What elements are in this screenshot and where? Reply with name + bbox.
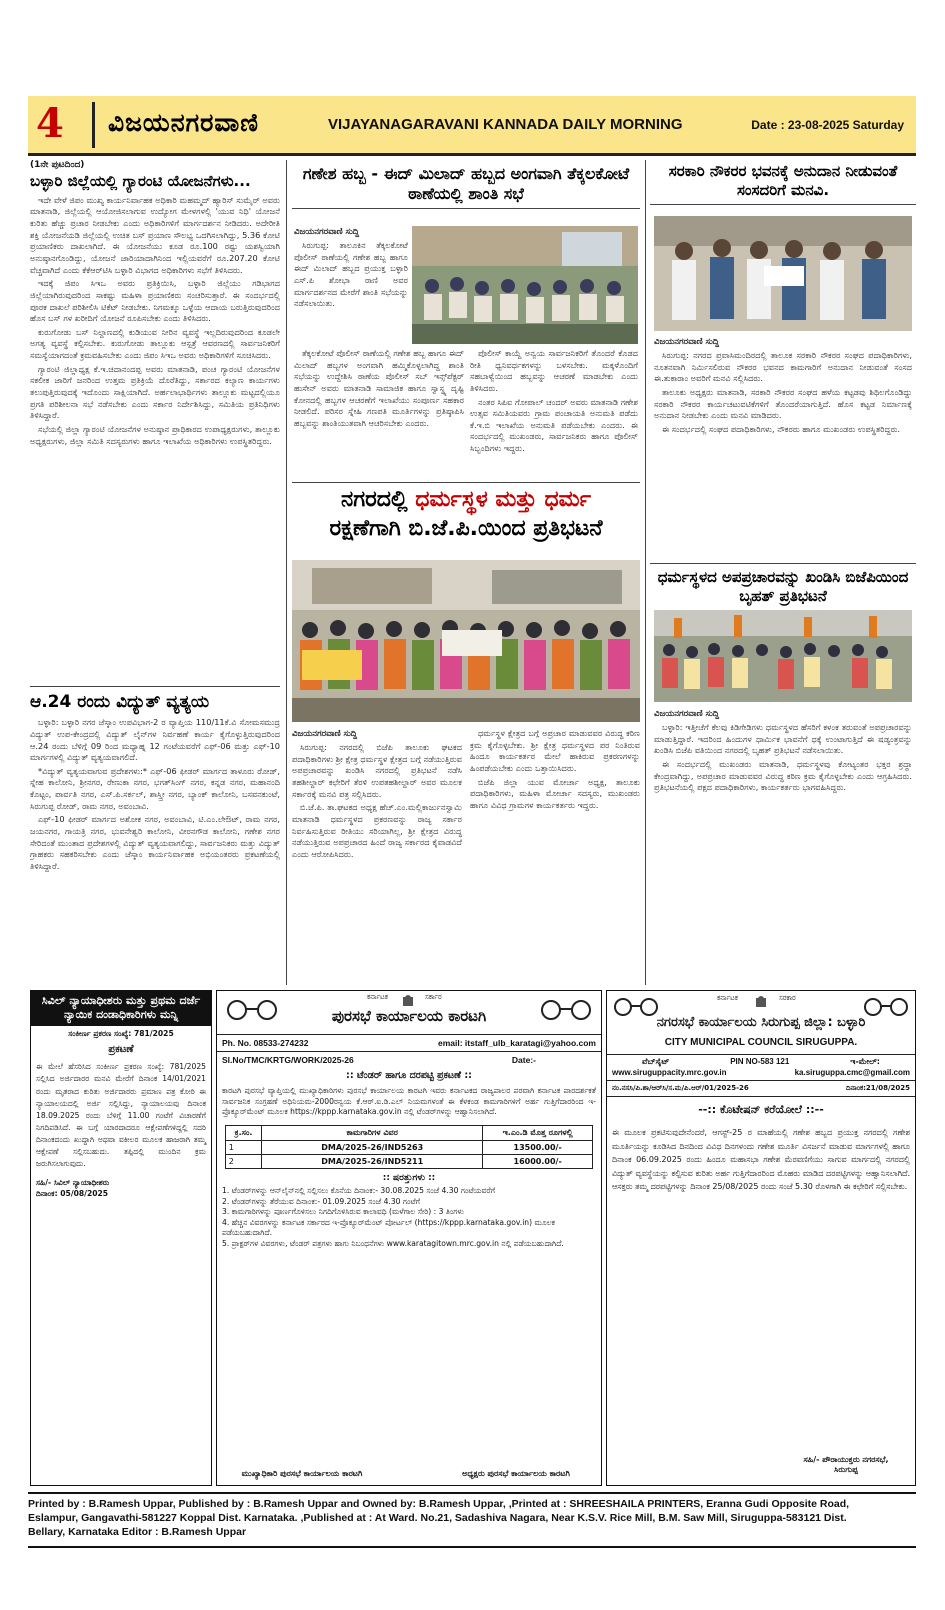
condition-item: 2. ಟೆಂಡರ್‌ಗಳನ್ನು ತೆರೆಯುವ ದಿನಾಂಕ:- 01.09.2025 ಸಂಜೆ 4.30 ಗಂಟೆಗೆ [222, 1196, 421, 1206]
paper-title-english: VIJAYANAGARAVANI KANNADA DAILY MORNING [328, 116, 683, 133]
ad-header [217, 991, 601, 1035]
guarantee-article [30, 160, 280, 680]
email-address: ka.siruguppa.cmc@gmail.com [794, 1068, 910, 1077]
phone-number: Ph. No. 08533-274232 [222, 1038, 309, 1048]
glasses-logo-icon [611, 997, 661, 1017]
divider [650, 563, 916, 564]
divider [292, 482, 640, 483]
notice-heading: ಪ್ರಕಟಣೆ [108, 1044, 134, 1056]
protest-photo [654, 610, 912, 702]
column-divider [286, 160, 287, 985]
notice-date: ದಿನಾಂಕ:21/08/2025 [845, 1084, 910, 1092]
article-paragraph: ಸಿರುಗುಪ್ಪ: ನಗರದ ಪ್ರವಾಸಿಮಂದಿರದಲ್ಲಿ ತಾಲೂಕ ಸರಕಾರಿ ನೌಕರರ ಸಂಘದ ಪದಾಧಿಕಾರಿಗಳು, ನೂತನವಾಗಿ ನಿರ್ಮಿಸಲಿರುವ ನೌಕರರ ಭವನದ ಕಾಮಗಾರಿಗೆ ಅನುದಾನ ನೀಡುವಂತೆ ಸಂಸದ ಈ.ತುಕಾರಾಂ ಅವರಿಗೆ ಮನವಿ ಸಲ್ಲಿಸಿದರು. [654, 350, 912, 384]
article-paragraph: ಇದೇ ವೇಳೆ ಜಿಪಂ ಮುಖ್ಯ ಕಾರ್ಯನಿರ್ವಾಹಕ ಅಧಿಕಾರಿ ಮಹಮ್ಮದ್ ಹ್ಯಾರಿಸ್ ಸುಮೈರ್ ಅವರು ಮಾತನಾಡಿ, ಜಿಲ್ಲೆಯಲ್ಲಿ ಆಯೋಜಿಸಲಾಗುವ ಉದ್ಯೋಗ ಮೇಳಗಳಲ್ಲಿ 'ಯುವ ನಿಧಿ' ಯೋಜನೆ ಕುರಿತು ಹೆಚ್ಚು ಪ್ರಚಾರ ನೀಡಬೇಕು ಎಂದು ಅಧಿಕಾರಿಗಳಿಗೆ ಮಾರ್ಗದರ್ಶನ ನೀಡಿದರು. ಅದೇರೀತಿ ಶಕ್ತಿ ಯೋಜನೆಯಡಿ ಜಿಲ್ಲೆಯಲ್ಲಿ ಉಚಿತ ಬಸ್ ಪ್ರಯಾಣ ಸೌಲಭ್ಯ ಒದಗಿಸಲಾಗಿದ್ದು, 5.36 ಕೋಟಿ ಪ್ರಯಾಣಿಕರು ದಾಖಲಾಗಿದೆ. ಈ ಯೋಜನೆಯು ಕೂಡ ರೂ.100 ರಷ್ಟು ಯಶಸ್ವಿಯಾಗಿ ಅನುಷ್ಠಾನಗೊಂಡಿದ್ದು, ಯೋಜನೆ ಜಾರಿಯಾದಾಗಿನಿಂದ ಇಲ್ಲಿಯವರೆಗೆ ರೂ.207.20 ಕೋಟಿ ವೆಚ್ಚವಾಗಿದೆ ಎಂದು ಕೆಕೆಆರ್‌ಟಿಸಿ ಬಳ್ಳಾರಿ ವಿಭಾಗದ ಅಧಿಕಾರಿಗಳು ಸಭೆಗೆ ತಿಳಿಸಿದರು. [30, 194, 280, 275]
masthead-divider [92, 102, 95, 148]
article-paragraph: ಇದಕ್ಕೆ ಜಿಪಂ ಸಿಇಒ ಅವರು ಪ್ರತಿಕ್ರಿಯಿಸಿ, ಬಳ್ಳಾರಿ ಜಿಲ್ಲೆಯು ಗಡಿಭಾಗದ ಜಿಲ್ಲೆಯಾಗಿರುವುದರಿಂದ ಸಾಕಷ್ಟು ಮಹಿಳಾ ಪ್ರಯಾಣಿಕರು ಸಂಚರಿಸುತ್ತಾರೆ. ಈ ಸಂದರ್ಭದಲ್ಲಿ ಪೂರಕ ದಾಖಲೆ ಪರಿಶೀಲಿಸಿ ಟಿಕೆಟ್ ನೀಡಬೇಕು. ನಿಗಮಕ್ಕೂ ಒಳ್ಳೆಯ ಆದಾಯ ಬರುತ್ತಿರುವುದರಿಂದ ಹೊಸ ಬಸ್ ಗಳ ಖರೀದಿಗೆ ಯೋಜನೆ ರೂಪಿಸಬೇಕು ಎಂದು ತಿಳಿಸಿದರು. [30, 278, 280, 324]
website-label: ವೆಬ್‌ಸೈಟ್ [642, 1057, 670, 1066]
article-paragraph: ಗ್ಯಾರಂಟಿ ಜಿಲ್ಲಾಧ್ಯಕ್ಷ ಕೆ.ಇ.ಚಿದಾನಂದಪ್ಪ ಅವರು ಮಾತನಾಡಿ, ಪಂಚ ಗ್ಯಾರಂಟಿ ಯೋಜನೆಗಳ ಸಕಲೀಕ ಜಾರಿಗೆ ಜನರಿಂದ ಉತ್ತಮ ಪ್ರತಿಕ್ರಿಯೆ ದೊರೆತಿದ್ದು, ಸರ್ಕಾರದ ಕಲ್ಯಾಣ ಕಾರ್ಯಗಳು ತಲುಪುತ್ತಿರುವುದಕ್ಕೆ ಇದೊಂದು ಸಾಕ್ಷಿಯಾಗಿದೆ. ಅರ್ಹಲಾಭಾರ್ಥಿಗಳು ತಾಲ್ಲೂಕು ಮಟ್ಟದಲ್ಲಿಯೂ ಪ್ರಗತಿ ಪರಿಶೀಲನಾ ಸಭೆ ನಡೆಸಬೇಕು ಎಂದು ಸರ್ಕಾರ ನಿರ್ದೇಶಿಸಿದ್ದು, ಸಮಿತಿಯ ಪ್ರತಿನಿಧಿಗಳು ತಿಳಿಸಿದ್ದಾರೆ. [30, 363, 280, 421]
condition-item: 1. ಟೆಂಡರ್‌ಗಳನ್ನು ಆನ್‌ಲೈನ್‌ನಲ್ಲಿ ಸಲ್ಲಿಸಲು ಕೊನೆಯ ದಿನಾಂಕ:- 30.08.2025 ಸಂಜೆ 4.30 ಗಂಟೆಯವರೆಗೆ [222, 1185, 496, 1195]
website-url: www.siruguppacity.mrc.gov.in [612, 1068, 727, 1077]
headline-part: ನಗರದಲ್ಲಿ [341, 487, 416, 512]
article-kicker: (1ನೇ ಪುಟದಿಂದ) [30, 160, 85, 170]
peace-meeting-article [292, 160, 640, 478]
article-headline [292, 486, 640, 543]
article-body [30, 717, 280, 872]
notice-date: ದಿನಾಂಕ: 05/08/2025 [36, 1189, 109, 1199]
article-paragraph: ಸಿರುಗುಪ್ಪ: ತಾಲೂಕಿನ ತೆಕ್ಕಲಕೋಟೆ ಪೊಲೀಸ್ ಠಾಣೆಯಲ್ಲಿ ಗಣೇಶ ಹಬ್ಬ ಹಾಗೂ ಈದ್ ಮಿಲಾದ್ ಹಬ್ಬದ ಪ್ರಯುಕ್ತ ಬಳ್ಳಾರಿ ಎಸ್.ಪಿ ಶೋಭಾ ರಾಣಿ ಅವರ ಮಾರ್ಗದರ್ಶನದ ಮೇರೆಗೆ ಶಾಂತಿ ಸಭೆಯನ್ನು ನಡೆಸಲಾಯಿತು. [294, 240, 408, 309]
article-paragraph: *ವಿದ್ಯುತ್ ವ್ಯತ್ಯಯವಾಗುವ ಪ್ರದೇಶಗಳು:* ಎಫ್-06 ಫೀಡರ್ ಮಾರ್ಗದ ತಾಳೂರು ರೋಡ್, ಸ್ನೇಹ ಕಾಲೋನಿ, ಶ್ರೀನಗರ, ರೇಣುಕಾ ನಗರ, ಭಗತ್‌ಸಿಂಗ್ ನಗರ, ಕನ್ನಡ ನಗರ, ಮಹಾನಂದಿ ಕೊಟ್ಟಂ, ಪಾರ್ವತಿ ನಗರ, ಎಸ್.ಪಿ.ಸರ್ಕಲ್, ಶಾಸ್ತ್ರೀ ನಗರ, ಬ್ಯಾಂಕ್ ಕಾಲೋನಿ, ಬಸವನಕುಂಟೆ, ಸಿರುಗುಪ್ಪ ರೋಡ್, ರಾಮ ನಗರ, ಅವಂಬಾವಿ. [30, 765, 280, 811]
contact-labels [607, 1055, 915, 1067]
notice-text: ಕಾರಟಗಿ ಪುರಸಭೆ ವ್ಯಾಪ್ತಿಯಲ್ಲಿ ಮುಖ್ಯಾಧಿಕಾರಿಗಳು ಪುರಸಭೆ ಕಾರ್ಯಾಲಯ ಕಾರಟಗಿ ಇವರು ಕರ್ನಾಟಕದ ರಾಜ್ಯಪಾಲರ ಪರವಾಗಿ ಕರ್ನಾಟಕ ಪಾರದರ್ಶಕತೆ ಸಾರ್ವಜನಿಕ ಸಂಗ್ರಹಣೆ ಅಧಿನಿಯಮ-2000ರನ್ವಯ ಕೆ.ಆರ್.ಐ.ಡಿ.ಎಲ್ ನಿಯಮಗಳಂತೆ ಈ ಕೆಳಕಂಡ ಕಾಮಗಾರಿಗಳಿಗೆ ಅರ್ಹ ಗುತ್ತಿಗೆದಾರರಿಂದ ಇ-ಪ್ರೊಕ್ಯೂರ್‌ಮೆಂಟ್ ಮೂಲಕ https://kppp.karnataka.gov.in ನಲ್ಲಿ ಟೆಂಡರ್‌ಗಳನ್ನು ಆಹ್ವಾನಿಸಲಾಗಿದೆ. [222, 1086, 596, 1117]
ad-body [31, 1026, 211, 1203]
siruguppa-quotation-ad [606, 990, 916, 1486]
paper-title-kannada: ವಿಜಯನಗರವಾಣಿ [108, 108, 259, 137]
reference-row [607, 1081, 915, 1097]
glasses-logo-icon [861, 997, 911, 1017]
article-paragraph: ಬಳ್ಳಾರಿ: ಇತ್ತೀಚೆಗೆ ಕೆಲವು ಕಿಡಿಗೇಡಿಗಳು ಧರ್ಮಸ್ಥಳದ ಹೆಸರಿಗೆ ಕಳಂಕ ತರುವಂತೆ ಅಪಪ್ರಚಾರವನ್ನು ಮಾಡುತ್ತಿದ್ದಾರೆ. ಇದರಿಂದ ಹಿಂದುಗಳ ಧಾರ್ಮಿಕ ಭಾವನೆಗೆ ಧಕ್ಕೆ ಉಂಟಾಗುತ್ತಿದೆ ಈ ಷಡ್ಯಂತ್ರವನ್ನು ಖಂಡಿಸಿ ಬಿಜೆಪಿ ವತಿಯಿಂದ ನಗರದಲ್ಲಿ ಬೃಹತ್ ಪ್ರತಿಭಟನೆ ನಡೆಸಲಾಯಿತು. [654, 722, 912, 756]
column-header: ಕಾಮಗಾರಿಗಳ ವಿವರ [262, 1125, 483, 1140]
article-body [294, 348, 464, 478]
conditions-heading: :: ಷರತ್ತುಗಳು :: [382, 1172, 436, 1183]
notice-heading: --:: ಕೊಟೇಷನ್ ಕರೆಯೋಲೆ ::-- [698, 1103, 824, 1116]
article-paragraph: ಬಿ.ಜೆ.ಪಿ. ತಾ.ಘಟಕದ ಅಧ್ಯಕ್ಷ ಹೆಚ್.ಎಂ.ಮಲ್ಲಿಕಾರ್ಜುನಸ್ವಾಮಿ ಮಾತನಾಡಿ ಧರ್ಮಸ್ಥಳದ ಪ್ರಕರಣವನ್ನು ರಾಜ್ಯ ಸರ್ಕಾರ ನಿರ್ವಹಿಸುತ್ತಿರುವ ರೀತಿಯು ಸರಿಯಾಗಿಲ್ಲ, ಶ್ರೀ ಕ್ಷೇತ್ರದ ವಿರುದ್ಧ ನಡೆಯುತ್ತಿರುವ ಅಪಪ್ರಚಾರದ ಹಿಂದೆ ರಾಜ್ಯ ಸರ್ಕಾರದ ಕೈವಾಡವಿದೆ ಎಂದು ಆರೋಪಿಸಿದರು. [292, 802, 462, 859]
karatagi-tender-ad [216, 990, 602, 1486]
page-number: 4 [36, 100, 64, 147]
emblem-icon [753, 993, 769, 1005]
issue-date: Date : 23-08-2025 Saturday [751, 118, 904, 132]
glasses-logo-icon [537, 999, 595, 1021]
peace-meeting-photo [412, 226, 638, 344]
column-header: ಇ.ಎಂ.ಡಿ ಮೊತ್ತ ರೂಗಳಲ್ಲಿ [483, 1125, 593, 1140]
reference-number: Sl.No/TMC/KRTG/WORK/2025-26 [222, 1055, 354, 1065]
imprint-line: Bellary, Karnataka Editor : B.Ramesh Uppar [28, 1526, 247, 1539]
article-paragraph: ಸಿರುಗುಪ್ಪ: ನಗರದಲ್ಲಿ ಬಿಜೆಪಿ ತಾಲೂಕು ಘಟಕದ ಪದಾಧಿಕಾರಿಗಳು ಶ್ರೀ ಕ್ಷೇತ್ರ ಧರ್ಮಸ್ಥಳ ಕ್ಷೇತ್ರದ ಬಗ್ಗೆ ನಡೆಯುತ್ತಿರುವ ಅಪಪ್ರಚಾರವನ್ನು ಖಂಡಿಸಿ ನಗರದಲ್ಲಿ ಪ್ರತಿಭಟನೆ ನಡೆಸಿ ತಹಶೀಲ್ದಾರ್ ಕಛೇರಿಗೆ ತೆರಳಿ ಉಪತಹಶೀಲ್ದಾರ್ ಅವರ ಮೂಲಕ ಸರ್ಕಾರಕ್ಕೆ ಮನವಿ ಪತ್ರ ಸಲ್ಲಿಸಿದರು. [292, 742, 462, 799]
article-byline: ವಿಜಯನಗರವಾಣಿ ಸುದ್ದಿ [294, 227, 360, 237]
article-paragraph: ಈ ಸಂದರ್ಭದಲ್ಲಿ ಸಂಘದ ಪದಾಧಿಕಾರಿಗಳು, ನೌಕರರು ಹಾಗೂ ಮುಖಂಡರು ಉಪಸ್ಥಿತರಿದ್ದರು. [662, 423, 901, 434]
notice-signature: ಸಹಿ/- ಸಿವಿಲ್ ನ್ಯಾಯಾಧೀಶರು [36, 1178, 110, 1188]
state-label: ಸರಕಾರ [779, 994, 796, 1002]
notice-heading: :: ಟೆಂಡರ್ ಹಾಗೂ ದರಪಟ್ಟಿ ಪ್ರಕಟಣೆ :: [346, 1070, 472, 1081]
article-paragraph: ನಂತರ ಸಿಪಿಐ ಗೋಪಾಲ್ ಚಂದರ್ ಅವರು ಮಾತನಾಡಿ ಗಣೇಶ ಉತ್ಸವ ಸಮಿತಿಯವರು ಗ್ರಾಮ ಪಂಚಾಯತಿ ಅನುಮತಿ ಪಡೆದು ಕೆ.ಇ.ಬಿ ಇಲಾಖೆಯ ಅನುಮತಿ ಪಡೆಯಬೇಕು ಎಂದರು. ಈ ಸಂದರ್ಭದಲ್ಲಿ ಮುಖಂಡರು, ಸಾರ್ವಜನಿಕರು ಹಾಗೂ ಪೊಲೀಸ್ ಸಿಬ್ಬಂದಿಗಳು ಇದ್ದರು. [470, 396, 638, 454]
article-paragraph: ಬಳ್ಳಾರಿ: ಬಳ್ಳಾರಿ ನಗರ ಜೆಸ್ಕಾಂ ಉಪವಿಭಾಗ-2 ರ ವ್ಯಾಪ್ತಿಯ 110/11ಕೆ.ವಿ ಸೋಮಸಮುದ್ರ ವಿದ್ಯುತ್ ಉಪ-ಕೇಂದ್ರದಲ್ಲಿ ವಿದ್ಯುತ್ ಲೈನ್‌ಗಳ ನಿರ್ವಹಣೆ ಕಾರ್ಯ ಕೈಗೊಳ್ಳುತ್ತಿರುವುದರಿಂದ ಆ.24 ರಂದು ಬೆಳಿಗ್ಗೆ 09 ರಿಂದ ಮಧ್ಯಾಹ್ನ 12 ಗಂಟೆಯವರೆಗೆ ಎಫ್-06 ಮತ್ತು ಎಫ್-10 ಮಾರ್ಗಗಳಲ್ಲಿ ವಿದ್ಯುತ್ ವ್ಯತ್ಯಯವಾಗಲಿದೆ. [30, 717, 280, 763]
table-header-row [225, 1125, 593, 1140]
contact-row [217, 1035, 601, 1052]
article-body [294, 226, 408, 312]
ad-title: ನಗರಸಭೆ ಕಾರ್ಯಾಲಯ ಸಿರುಗುಪ್ಪ ಜಿಲ್ಲಾ: ಬಳ್ಳಾರಿ [656, 1015, 866, 1030]
article-paragraph: ತಾಲೂಕು ಅಧ್ಯಕ್ಷರು ಮಾತನಾಡಿ, ಸರಕಾರಿ ನೌಕರರ ಸಂಘದ ಹಳೆಯ ಕಟ್ಟಡವು ಶಿಥಿಲಗೊಂಡಿದ್ದು ಸರಕಾರಿ ನೌಕರರ ಕಾರ್ಯಚಟುವಟಿಕೆಗಳಿಗೆ ತೊಂದರೆಯಾಗುತ್ತಿದೆ. ಹೊಸ ಕಟ್ಟಡ ನಿರ್ಮಾಣಕ್ಕೆ ಅನುದಾನ ನೀಡಬೇಕು ಎಂದು ಮನವಿ ಮಾಡಿದರು. [654, 386, 912, 421]
article-byline: ವಿಜಯನಗರವಾಣಿ ಸುದ್ದಿ [292, 729, 358, 739]
bjp-protest-article [650, 566, 916, 984]
footer-rule [28, 1546, 916, 1548]
table-cell: DMA/2025-26/IND5263 [262, 1140, 483, 1154]
bjp-protest-photo [292, 560, 640, 722]
article-headline: ಧರ್ಮಸ್ಥಳದ ಅಪಪ್ರಚಾರವನ್ನು ಖಂಡಿಸಿ ಬಿಜೆಪಿಯಿಂದ ಬೃಹತ್ ಪ್ರತಿಭಟನೆ [657, 568, 909, 605]
article-body [654, 708, 912, 984]
imprint-line: Printed by : B.Ramesh Uppar, Published by : B.Ramesh Uppar and Owned by: B.Ramesh Uppar, ,Printed at : SHREESHAILA PRINTERS, Eranna Gudi Opposite Road, [28, 1498, 850, 1510]
notice-signature: ಸಹಿ/- ಪೌರಾಯುಕ್ತರು ನಗರಸಭೆ, ಸಿರುಗುಪ್ಪ [803, 1455, 889, 1474]
article-body [470, 728, 640, 984]
emblem-icon [400, 992, 416, 1004]
glasses-logo-icon [223, 999, 281, 1021]
table-cell: 13500.00/- [483, 1140, 593, 1154]
power-cut-article [30, 692, 280, 980]
conditions-list [217, 1183, 601, 1253]
reference-row [217, 1052, 601, 1068]
notice-text: ಈ ಮೇಲೆ ಹೆಸರಿಸಿದ ಸಂಕೀರ್ಣ ಪ್ರಕರಣ ಸಂಖ್ಯೆ: 781/2025 ಸಲ್ಲಿಸಿದ ಅರ್ಜಿದಾರರ ಮನವಿ ಮೇರೆಗೆ ದಿನಾಂಕ 14/01/2021 ರಂದು ಮೃತರಾದ ಕುರಿತು ಅರ್ಜಿದಾರರು ಪ್ರಮಾಣ ಪತ್ರ ಕೋರಿ ಈ ನ್ಯಾಯಾಲಯದಲ್ಲಿ ಅರ್ಜಿ ಸಲ್ಲಿಸಿದ್ದು, ನ್ಯಾಯಾಲಯವು ದಿನಾಂಕ 18.09.2025 ರಂದು ಬೆಳಿಗ್ಗೆ 11.00 ಗಂಟೆಗೆ ವಿಚಾರಣೆಗೆ ನಿಗದಿಪಡಿಸಿದೆ. ಈ ಬಗ್ಗೆ ಯಾರದಾದರೂ ಆಕ್ಷೇಪಣೆಗಳಿದ್ದಲ್ಲಿ ಸದರಿ ದಿನಾಂಕದಂದು ಖುದ್ದಾಗಿ ಅಥವಾ ವಕೀಲರ ಮೂಲಕ ಹಾಜರಾಗಿ ತಮ್ಮ ಆಕ್ಷೇಪಣೆ ಸಲ್ಲಿಸಬಹುದು. ತಪ್ಪಿದಲ್ಲಿ ಮುಂದಿನ ಕ್ರಮ ಜರುಗಿಸಲಾಗುವುದು. [36, 1062, 206, 1169]
article-headline: ಸರಕಾರಿ ನೌಕರರ ಭವನಕ್ಕೆ ಅನುದಾನ ನೀಡುವಂತೆ ಸಂಸದರಿಗೆ ಮನವಿ. [650, 160, 916, 205]
article-paragraph: ಸಭೆಯಲ್ಲಿ ಜಿಲ್ಲಾ ಗ್ಯಾರಂಟಿ ಯೋಜನೆಗಳ ಅನುಷ್ಠಾನ ಪ್ರಾಧಿಕಾರದ ಉಪಾಧ್ಯಕ್ಷರುಗಳು, ತಾಲ್ಲೂಕು ಅಧ್ಯಕ್ಷರುಗಳು, ಜಿಲ್ಲಾ ಸಮಿತಿ ಸದಸ್ಯರುಗಳು ಹಾಗೂ ಇಲಾಖೆಯ ಅಧಿಕಾರಿಗಳು ಉಪಸ್ಥಿತರಿದ್ದರು. [30, 423, 280, 446]
article-headline: ಆ.24 ರಂದು ವಿದ್ಯುತ್ ವ್ಯತ್ಯಯ [30, 692, 210, 712]
table-row [225, 1154, 593, 1168]
dharmasthala-protest-article [292, 486, 640, 984]
article-paragraph: ತೆಕ್ಕಲಕೋಟೆ ಪೊಲೀಸ್ ಠಾಣೆಯಲ್ಲಿ ಗಣೇಶ ಹಬ್ಬ ಹಾಗೂ ಈದ್ ಮಿಲಾದ್ ಹಬ್ಬಗಳ ಅಂಗವಾಗಿ ಹಮ್ಮಿಕೊಳ್ಳಲಾಗಿದ್ದ ಶಾಂತಿ ಸಭೆಯನ್ನು ಉದ್ದೇಶಿಸಿ ಠಾಣೆಯ ಪೊಲೀಸ್ ಸಬ್ ಇನ್ಸ್‌ಪೆಕ್ಟರ್ ಹುಸೇನ್ ಅವರು ಮಾತನಾಡಿ ಸಾಮಾಜಿಕ ಹಾಗೂ ಸ್ವಾಸ್ಥ್ಯ ದೃಷ್ಟಿ ಕೋನದಲ್ಲಿ ಹಬ್ಬಗಳ ಆಚರಣೆಗೆ ಇಲಾಖೆಯು ಸಂಪೂರ್ಣ ಸಹಕಾರ ನೀಡಲಿದೆ. ಪರಿಸರ ಸ್ನೇಹಿ ಗಣಪತಿ ಮೂರ್ತಿಗಳನ್ನು ಪ್ರತಿಷ್ಠಾಪಿಸಿ ಹಬ್ಬವನ್ನು ಶಾಂತಿಯುತವಾಗಿ ಆಚರಿಸಬೇಕು ಎಂದರು. [294, 348, 464, 428]
article-paragraph: ಈ ಸಂದರ್ಭದಲ್ಲಿ ಮುಖಂಡರು ಮಾತನಾಡಿ, ಧರ್ಮಸ್ಥಳವು ಕೋಟ್ಯಂತರ ಭಕ್ತರ ಶ್ರದ್ಧಾ ಕೇಂದ್ರವಾಗಿದ್ದು, ಅಪಪ್ರಚಾರ ಮಾಡುವವರ ವಿರುದ್ಧ ಕಠಿಣ ಕ್ರಮ ಕೈಗೊಳ್ಳಬೇಕು ಎಂದು ಆಗ್ರಹಿಸಿದರು. ಪ್ರತಿಭಟನೆಯಲ್ಲಿ ಪಕ್ಷದ ಪದಾಧಿಕಾರಿಗಳು, ಕಾರ್ಯಕರ್ತರು ಭಾಗವಹಿಸಿದ್ದರು. [654, 758, 912, 793]
headline-part: ರಕ್ಷಣೆಗಾಗಿ ಬಿ.ಜೆ.ಪಿ.ಯಿಂದ ಪ್ರತಿಭಟನೆ [329, 515, 603, 541]
email-address: email: itstaff_ulb_karatagi@yahoo.com [437, 1038, 596, 1048]
table-cell: DMA/2025-26/IND5211 [262, 1154, 483, 1168]
article-body [654, 336, 912, 560]
table-cell: 2 [225, 1154, 262, 1168]
table-row [225, 1140, 593, 1154]
state-label: ಕರ್ನಾಟಕ [367, 993, 388, 1001]
reference-number: ನಂ.ನಸಸಿ/ಪಿ.ಶಾ/ಆರ್‌ಸಿ/ಸ.ಮ/ಪಿ.ಆರ್/01/2025-26 [612, 1084, 749, 1092]
state-label: ಸರ್ಕಾರ [425, 993, 442, 1001]
tender-table [225, 1125, 594, 1169]
imprint-footer [28, 1492, 916, 1540]
imprint-line: Eslampur, Gangavathi-581227 Koppal Dist. Karnataka. ,Published at : At Ward. No.21, Sadashiva Nagara, Near K.S.V. Rice Mill, B.M. Saw Mill, Siruguppa-583121 Dist. [28, 1512, 847, 1525]
article-paragraph: ಪೊಲೀಸ್ ಕಾಯ್ದೆ ಅನ್ವಯ ಸಾರ್ವಜನಿಕರಿಗೆ ತೊಂದರೆ ಕೊಡದ ರೀತಿ ಧ್ವನಿವರ್ಧಕಗಳನ್ನು ಬಳಸಬೇಕು. ಮಕ್ಕಳೊಂದಿಗೆ ಸಹಬಾಳ್ವೆಯಿಂದ ಹಬ್ಬವನ್ನು ಆಚರಣೆ ಮಾಡಬೇಕು ಎಂದು ತಿಳಿಸಿದರು. [470, 348, 638, 393]
condition-item: 4. ಹೆಚ್ಚಿನ ವಿವರಗಳನ್ನು ಕರ್ನಾಟಕ ಸರ್ಕಾರದ ಇ-ಪ್ರೊಕ್ಯೂರ್‌ಮೆಂಟ್ ಪೋರ್ಟಲ್ (https://kppp.karnataka.gov.in) ಮೂಲಕ ಪಡೆಯಬಹುದಾಗಿದೆ. [222, 1217, 555, 1238]
pin-code: PIN NO-583 121 [730, 1057, 790, 1066]
column-divider [645, 160, 646, 985]
ad-title: ಸಿವಿಲ್ ನ್ಯಾಯಾಧೀಶರು ಮತ್ತು ಪ್ರಥಮ ದರ್ಜೆ ನ್ಯಾಯಿಕ ದಂಡಾಧಿಕಾರಿಗಳು ಮನ್ನಿ [31, 991, 211, 1026]
article-paragraph: ಧರ್ಮಸ್ಥಳ ಕ್ಷೇತ್ರದ ಬಗ್ಗೆ ಅಪ್ರಚಾರ ಮಾಡುವವರ ವಿರುದ್ಧ ಕಠಿಣ ಕ್ರಮ ಕೈಗೊಳ್ಳಬೇಕು. ಶ್ರೀ ಕ್ಷೇತ್ರ ಧರ್ಮಸ್ಥಳದ ಪರ ನಿಂತಿರುವ ಹಿಂದೂ ಕಾರ್ಯಕರ್ತರ ಮೇಲೆ ಹಾಕಿರುವ ಪ್ರಕರಣಗಳನ್ನು ಹಿಂಪಡೆಯಬೇಕು ಎಂದು ಒತ್ತಾಯಿಸಿದರು. [470, 728, 640, 773]
ad-title: ಪುರಸಭೆ ಕಾರ್ಯಾಲಯ ಕಾರಟಗಿ [331, 1007, 487, 1025]
article-headline: ಬಳ್ಳಾರಿ ಜಿಲ್ಲೆಯಲ್ಲಿ ಗ್ಯಾರಂಟಿ ಯೋಜನೆಗಳು... [30, 172, 251, 190]
article-body [292, 728, 462, 984]
article-body [30, 195, 280, 447]
article-paragraph: ಬಿಜೆಪಿ ಜಿಲ್ಲಾ ಯುವ ಮೋರ್ಚಾ ಅಧ್ಯಕ್ಷ, ತಾಲೂಕು ಪದಾಧಿಕಾರಿಗಳು, ಮಹಿಳಾ ಮೋರ್ಚಾ ಸದಸ್ಯರು, ಮುಖಂಡರು ಹಾಗೂ ವಿವಿಧ ಗ್ರಾಮಗಳ ಕಾರ್ಯಕರ್ತರು ಇದ್ದರು. [470, 776, 640, 810]
email-label: ಇ-ಮೇಲ್: [850, 1057, 880, 1066]
article-body [470, 348, 638, 478]
notice-text: ಈ ಮೂಲಕ ಪ್ರಕಟಿಸುವುದೇನೆಂದರೆ, ಆಗಸ್ಟ್-25 ರ ಮಾಹೆಯಲ್ಲಿ ಗಣೇಶ ಹಬ್ಬದ ಪ್ರಯುಕ್ತ ನಗರದಲ್ಲಿ ಗಣೇಶ ಮೂರ್ತಿಯನ್ನು ಕೂಡಿಸಿದ ದಿನದಿಂದ ವಿವಿಧ ದಿನಗಳಂದು ಗಣೇಶ ಮೂರ್ತಿ ವಿಸರ್ಜನೆ ಮಾಡುವ ಮಾರ್ಗಗಳಲ್ಲಿ ಹಾಗೂ ದಿನಾಂಕ 06.09.2025 ರಂದು ಹಿಂದೂ ಮಹಾಸಭಾ ಗಣೇಶ ಮೆರವಣಿಗೆಯು ಸಾಗುವ ಮಾರ್ಗದಲ್ಲಿ ನಗರದಲ್ಲಿ ವಿದ್ಯುತ್ ವ್ಯವಸ್ಥೆಯನ್ನು ಕಲ್ಪಿಸುವ ಕುರಿತು ಅರ್ಹ ಗುತ್ತಿಗೆದಾರರಿಂದ ಮೊಹರು ಮಾಡಿದ ದರಪಟ್ಟಿಗಳನ್ನು ಆಹ್ವಾನಿಸಲಾಗಿದೆ. ಆಸಕ್ತರು ತಮ್ಮ ದರಪಟ್ಟಿಗಳನ್ನು ದಿನಾಂಕ 25/08/2025 ರಂದು ಸಂಜೆ 5.30 ರೊಳಗಾಗಿ ಈ ಕಛೇರಿಗೆ ಸಲ್ಲಿಸಬೇಕು. [612, 1128, 910, 1192]
state-label: ಕರ್ನಾಟಕ [717, 994, 738, 1002]
table-cell: 16000.00/- [483, 1154, 593, 1168]
date-label: Date:- [511, 1055, 536, 1065]
article-byline: ವಿಜಯನಗರವಾಣಿ ಸುದ್ದಿ [654, 709, 720, 719]
condition-item: 5. ಪ್ರಾಕ್ಟರ್‌ಗಳ ವಿವರಗಳು, ಟೆಂಡರ್ ಪತ್ರಗಳು ಹಾಗು ನಿಬಂಧನೆಗಳು www.karatagitown.mrc.gov.in ನಲ್ಲಿ ಪಡೆಯಬಹುದಾಗಿದೆ. [222, 1239, 564, 1248]
court-notice-ad [30, 990, 212, 1486]
ad-header [607, 991, 915, 1055]
memorandum-photo [654, 216, 912, 331]
table-cell: 1 [225, 1140, 262, 1154]
employees-hall-article [650, 160, 916, 560]
article-paragraph: ಕುರುಗೋಡು ಬಸ್ ನಿಲ್ದಾಣದಲ್ಲಿ ಕುಡಿಯುವ ನೀರಿನ ವ್ಯವಸ್ಥೆ ಇಲ್ಲದಿರುವುದರಿಂದ ಕೂಡಲೇ ಅಗತ್ಯ ವ್ಯವಸ್ಥೆ ಕಲ್ಪಿಸಬೇಕು. ಕುರುಗೋಡು ತಾಲ್ಲೂಕು ಆಸ್ಪತ್ರೆ ಆವರಣದಲ್ಲಿ ಸಾರ್ವಜನಿಕರಿಗೆ ಸಮಸ್ಯೆಯಾಗದಂತೆ ಕ್ರಮವಹಿಸಬೇಕು ಎಂದು ಜಿಪಂ ಸಿಇಒ ಅವರು ಅಧಿಕಾರಿಗಳಿಗೆ ಸೂಚಿಸಿದರು. [30, 326, 280, 361]
headline-highlight: ಧರ್ಮಸ್ಥಳ ಮತ್ತು ಧರ್ಮ [415, 487, 591, 512]
article-headline: ಗಣೇಶ ಹಬ್ಬ - ಈದ್ ಮಿಲಾದ್ ಹಬ್ಬದ ಅಂಗವಾಗಿ ತೆಕ್ಕಲಕೋಟೆ ಠಾಣೆಯಲ್ಲಿ ಶಾಂತಿ ಸಭೆ [292, 160, 640, 209]
article-paragraph: ಎಫ್-10 ಫೀಡರ್ ಮಾರ್ಗದ ಅಶೋಕ ನಗರ, ಅವಂಬಾವಿ, ಟಿ.ಎಂ.ಲೇಔಟ್, ರಾಮ ನಗರ, ಜಯನಗರ, ಗಾಯತ್ರಿ ನಗರ, ಭುವನೇಶ್ವರಿ ಕಾಲೋನಿ, ವೀರನಗೌಡ ಕಾಲೋನಿ, ಗಣೇಶ ನಗರ ಸೇರಿದಂತೆ ಮುಂತಾದ ಪ್ರದೇಶಗಳಲ್ಲಿ ವಿದ್ಯುತ್ ವ್ಯತ್ಯಯವಾಗಲಿದ್ದು, ಸಾರ್ವಜನಿಕರು ಮತ್ತು ವಿದ್ಯುತ್ ಗ್ರಾಹಕರು ಸಹಕರಿಸಬೇಕು ಎಂದು ಜೆಸ್ಕಾಂ ಕಾರ್ಯನಿರ್ವಾಹಕ ಅಭಿಯಂತರರು ಪ್ರಕಟಣೆಯಲ್ಲಿ ತಿಳಿಸಿದ್ದಾರೆ. [30, 814, 280, 871]
masthead [28, 96, 916, 156]
signature-right: ಅಧ್ಯಕ್ಷರು ಪುರಸಭೆ ಕಾರ್ಯಾಲಯ ಕಾರಟಗಿ [462, 1469, 570, 1478]
condition-item: 3. ಕಾಮಗಾರಿಗಳನ್ನು ಪೂರ್ಣಗೊಳಿಸಲು ನಿಗದಿಗೊಳಿಸಿರುವ ಕಾಲಾವಧಿ (ಮಳೆಗಾಲ ಸೇರಿ) : 3 ತಿಂಗಳು [222, 1207, 464, 1217]
ad-title-english: CITY MUNICIPAL COUNCIL SIRUGUPPA. [664, 1037, 858, 1048]
contact-row [607, 1067, 915, 1081]
article-byline: ವಿಜಯನಗರವಾಣಿ ಸುದ್ದಿ [654, 337, 720, 347]
column-header: ಕ್ರ.ಸಂ. [225, 1125, 262, 1140]
case-number: ಸಂಕೀರ್ಣ ಪ್ರಕರಣ ಸಂಖ್ಯೆ: 781/2025 [68, 1028, 174, 1038]
signature-left: ಮುಖ್ಯಾಧಿಕಾರಿ ಪುರಸಭೆ ಕಾರ್ಯಾಲಯ ಕಾರಟಗಿ [241, 1469, 363, 1478]
divider [30, 686, 280, 687]
